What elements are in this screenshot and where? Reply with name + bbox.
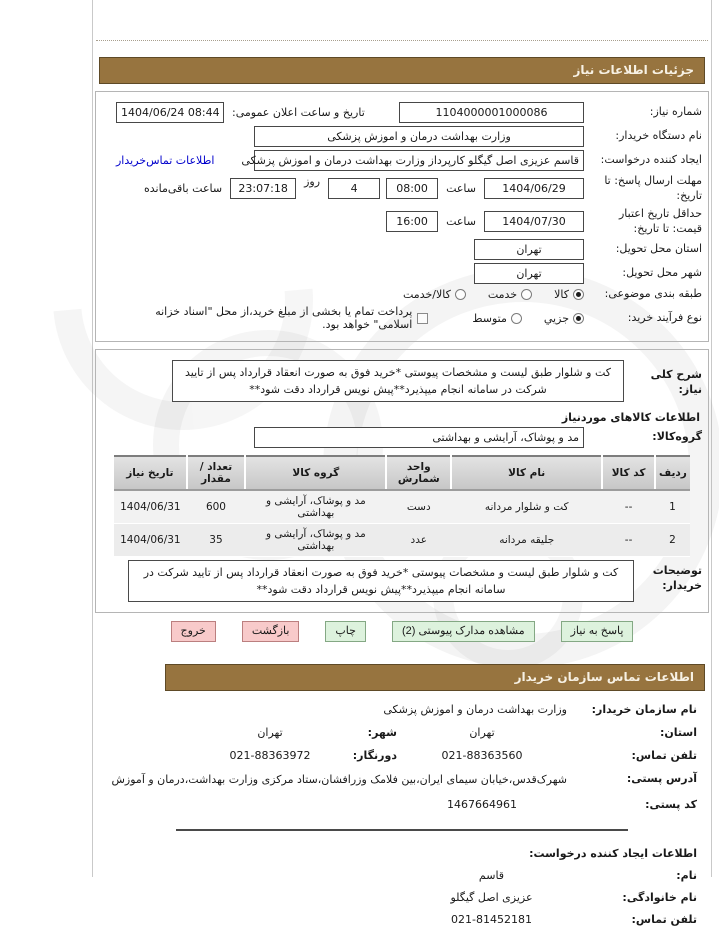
creator-info-section <box>93 847 711 926</box>
medium-process-radio-label: متوسط <box>472 311 507 325</box>
goods-table-header-row <box>114 456 690 490</box>
cell-quantity: 600 <box>187 490 246 524</box>
cell-item-code: -- <box>602 524 654 557</box>
buyer-notes-box: کت و شلوار طبق لیست و مشخصات پیوستی *خرید فوق به صورت انعقاد قرارداد پس از تایید شرکت در سامانه انجام میپذیرد**پیش نویس قرارداد دقت شود** <box>128 560 634 602</box>
cell-item-code: -- <box>602 490 654 524</box>
org-name-label: نام سازمان خریدار: <box>591 703 697 717</box>
treasury-payment-checkbox-label: پرداخت تمام یا بخشی از مبلغ خرید،از محل "اسناد خزانه اسلامی" خواهد بود. <box>155 305 413 332</box>
goods-info-box <box>95 349 709 613</box>
goods-group-row <box>102 427 702 448</box>
response-deadline-row <box>102 174 702 204</box>
service-radio-label: خدمت <box>487 288 518 302</box>
last-name-label: نام خانوادگی: <box>622 890 697 904</box>
cell-item-name: کت و شلوار مردانه <box>451 490 602 524</box>
cell-row-number: 2 <box>655 524 690 557</box>
buyer-org-field[interactable]: وزارت بهداشت درمان و اموزش پزشکی <box>254 126 584 147</box>
delivery-province-field[interactable]: تهران <box>474 239 584 260</box>
deadline-hour-label: ساعت <box>446 182 476 196</box>
city-label: شهر: <box>367 726 397 740</box>
cell-group: مد و پوشاک، آرایشی و بهداشتی <box>245 490 386 524</box>
price-validity-hour-label: ساعت <box>446 215 476 229</box>
section-header-buyer-contact: اطلاعات تماس سازمان خریدار <box>165 664 705 691</box>
buyer-org-label: نام دستگاه خریدار: <box>615 129 702 143</box>
price-validity-date-field[interactable]: 1404/07/30 <box>484 211 584 232</box>
respond-button[interactable]: پاسخ به نیاز <box>561 621 634 642</box>
process-type-label: نوع فرآیند خرید: <box>627 310 702 324</box>
response-deadline-date-field[interactable]: 1404/06/29 <box>484 178 584 199</box>
postal-address-row <box>103 772 697 787</box>
price-validity-label: حداقل تاریخ اعتبار قیمت: تا تاریخ: <box>618 206 702 235</box>
province-city-row <box>103 726 697 739</box>
cell-item-name: جلیقه مردانه <box>451 524 602 557</box>
delivery-city-row <box>102 263 702 284</box>
goods-table <box>114 455 690 557</box>
goods-group-field[interactable]: مد و پوشاک، آرایشی و بهداشتی <box>254 427 584 448</box>
delivery-province-row <box>102 239 702 260</box>
buyer-contact-link[interactable]: اطلاعات تماس‌خریدار <box>116 154 215 167</box>
back-button[interactable]: بازگشت <box>242 621 300 642</box>
section-divider <box>176 829 628 831</box>
creator-phone-label: تلفن تماس: <box>631 912 697 926</box>
column-header-unit: واحد شمارش <box>386 456 451 490</box>
cell-quantity: 35 <box>187 524 246 557</box>
remaining-days-field[interactable]: 4 <box>328 178 380 199</box>
classification-label: طبقه بندی موضوعی: <box>604 287 702 301</box>
medium-process-radio[interactable] <box>511 313 522 324</box>
cell-row-number: 1 <box>655 490 690 524</box>
need-description-label: شرح کلی نیاز: <box>650 368 702 397</box>
need-description-row <box>102 360 702 402</box>
treasury-payment-checkbox[interactable] <box>417 313 428 324</box>
announce-datetime-label: تاریخ و ساعت اعلان عمومی: <box>232 106 365 119</box>
postal-code-label: کد پستی: <box>645 797 697 811</box>
table-row <box>114 524 690 557</box>
column-header-group: گروه کالا <box>245 456 386 490</box>
need-number-label: شماره نیاز: <box>649 105 702 119</box>
fax-label: دورنگار: <box>352 749 397 763</box>
contact-phone-label: تلفن تماس: <box>631 749 697 763</box>
cell-unit: دست <box>386 490 451 524</box>
contact-phone-value: 021-88363560 <box>441 749 523 763</box>
goods-radio-label: کالا <box>554 288 569 302</box>
goods-group-label: گروه‌کالا: <box>652 430 702 444</box>
creator-phone-row <box>93 913 697 926</box>
org-name-value: وزارت بهداشت درمان و اموزش پزشکی <box>383 703 567 717</box>
buyer-contact-section <box>93 703 711 810</box>
print-button[interactable]: چاپ <box>325 621 366 642</box>
response-deadline-time-field[interactable]: 08:00 <box>386 178 438 199</box>
need-info-form <box>95 91 709 342</box>
buyer-notes-row <box>102 560 702 602</box>
column-header-item-name: نام کالا <box>451 456 602 490</box>
minor-process-radio[interactable] <box>573 313 584 324</box>
announce-datetime-field[interactable]: 1404/06/24 08:44 <box>116 102 224 123</box>
delivery-province-label: استان محل تحویل: <box>615 242 702 256</box>
postal-address-value: شهرک‌قدس،خیابان سیمای ایران،بین فلامک وزرافشان،ستاد مرکزی وزارت بهداشت،درمان و آموزش <box>111 773 567 787</box>
process-type-row <box>102 305 702 331</box>
goods-service-radio[interactable] <box>455 289 466 300</box>
response-deadline-label: مهلت ارسال پاسخ: تا تاریخ: <box>604 174 702 202</box>
creator-phone-value: 021-81452181 <box>451 912 532 926</box>
first-name-label: نام: <box>676 868 697 882</box>
last-name-value: عزیزی اصل گیگلو <box>450 890 533 904</box>
view-attachments-button[interactable]: مشاهده مدارک پیوستی (2) <box>392 621 535 642</box>
delivery-city-field[interactable]: تهران <box>474 263 584 284</box>
days-label: روز <box>304 175 321 189</box>
price-validity-time-field[interactable]: 16:00 <box>386 211 438 232</box>
creator-label: ایجاد کننده درخواست: <box>600 153 702 167</box>
need-description-box: کت و شلوار طبق لیست و مشخصات پیوستی *خرید فوق به صورت انعقاد قرارداد پس از تایید شرکت در سامانه انجام میپذیرد**پیش نویس قرارداد دقت شود** <box>172 360 624 402</box>
section-header-need-details: جزئیات اطلاعات نیاز <box>99 57 705 84</box>
need-number-row <box>102 102 702 123</box>
province-label: استان: <box>660 726 697 740</box>
goods-radio[interactable] <box>573 289 584 300</box>
classification-row <box>102 287 702 302</box>
column-header-item-code: کد کالا <box>602 456 654 490</box>
postal-code-row <box>103 798 697 811</box>
province-value: تهران <box>469 726 495 740</box>
first-name-row <box>93 869 697 882</box>
fax-value: 021-88363972 <box>229 749 311 763</box>
table-row <box>114 490 690 524</box>
goods-info-title: اطلاعات کالاهای موردنیاز <box>561 411 700 425</box>
org-name-row <box>103 703 697 716</box>
city-value: تهران <box>257 726 283 740</box>
creator-field[interactable]: قاسم عزیزی اصل گیگلو کارپرداز وزارت بهداشت درمان و اموزش پزشکی <box>254 150 584 171</box>
minor-process-radio-label: جزیي <box>543 311 569 325</box>
dotted-divider <box>96 40 708 41</box>
cell-unit: عدد <box>386 524 451 557</box>
cell-group: مد و پوشاک، آرایشی و بهداشتی <box>245 524 386 557</box>
action-buttons <box>93 621 711 642</box>
exit-button[interactable]: خروج <box>171 621 216 642</box>
creator-row <box>102 150 702 171</box>
column-header-row-number: ردیف <box>655 456 690 490</box>
phone-fax-row <box>103 749 697 762</box>
buyer-org-row <box>102 126 702 147</box>
cell-need-date: 1404/06/31 <box>114 490 187 524</box>
first-name-value: قاسم <box>478 868 505 882</box>
buyer-notes-label: توضیحات خریدار: <box>652 564 702 593</box>
column-header-quantity: تعداد / مقدار <box>187 456 246 490</box>
need-number-field[interactable]: 1104000001000086 <box>399 102 584 123</box>
last-name-row <box>93 891 697 904</box>
cell-need-date: 1404/06/31 <box>114 524 187 557</box>
postal-address-label: آدرس پستی: <box>626 772 697 786</box>
remaining-time-label: ساعت باقی‌مانده <box>144 182 223 196</box>
delivery-city-label: شهر محل تحویل: <box>622 266 702 280</box>
column-header-need-date: تاریخ نیاز <box>114 456 187 490</box>
page-container <box>92 0 712 926</box>
remaining-time-field: 23:07:18 <box>230 178 296 199</box>
postal-code-value: 1467664961 <box>447 797 517 811</box>
service-radio[interactable] <box>521 289 532 300</box>
creator-info-title: اطلاعات ایجاد کننده درخواست: <box>529 846 697 860</box>
goods-service-radio-label: کالا/خدمت <box>403 288 451 302</box>
price-validity-row <box>102 207 702 237</box>
